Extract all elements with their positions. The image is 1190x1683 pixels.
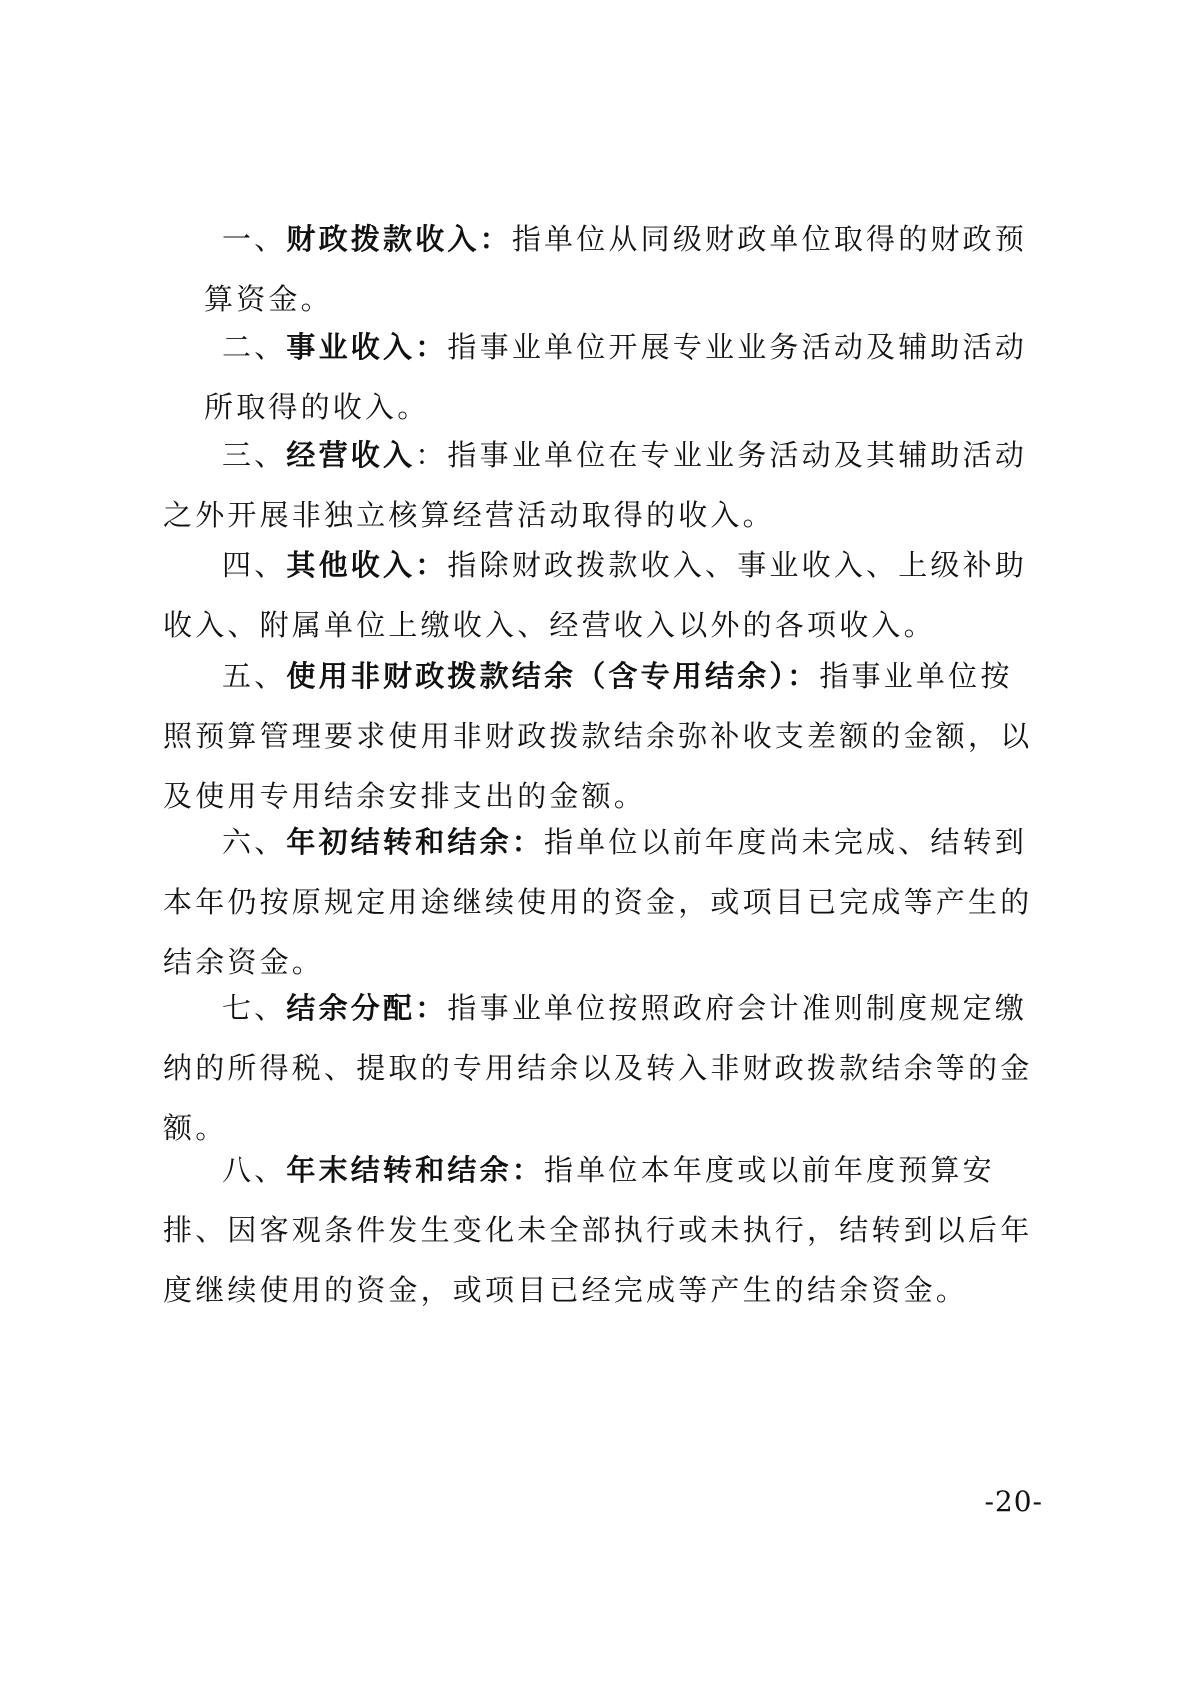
item-term: 经营收入 [286, 438, 416, 472]
item-term: 使用非财政拨款结余（含专用结余）： [286, 659, 820, 693]
item-label: 四、 [222, 548, 287, 582]
definition-item-2 [204, 317, 1043, 437]
definition-item-7 [163, 978, 1043, 1158]
definition-item-5 [163, 646, 1043, 826]
definition-item-6 [163, 812, 1043, 992]
item-label: 二、 [222, 330, 287, 364]
item-term: 事业收入： [286, 330, 448, 364]
item-label: 七、 [222, 991, 287, 1025]
item-text: 指单位从同级财政单位取得的财政预算资金。 [204, 222, 1028, 316]
definition-item-4 [163, 535, 1043, 655]
item-term: 其他收入： [286, 548, 448, 582]
item-text: 指事业单位开展专业业务活动及辅助活动所取得的收入。 [204, 330, 1028, 424]
item-text: 指除财政拨款收入、事业收入、上级补助收入、附属单位上缴收入、经营收入以外的各项收入。 [163, 548, 1028, 642]
definition-item-8 [163, 1140, 1043, 1320]
item-label: 六、 [222, 825, 287, 859]
item-label: 八、 [222, 1153, 287, 1187]
item-term: 年末结转和结余： [286, 1153, 545, 1187]
item-text: 指单位本年度或以前年度预算安排、因客观条件发生变化未全部执行或未执行，结转到以后年度继续使用的资金，或项目已经完成等产生的结余资金。 [163, 1153, 1033, 1307]
definition-item-3 [163, 425, 1043, 545]
item-label: 一、 [222, 222, 287, 256]
item-label: 五、 [222, 659, 287, 693]
item-text: 指事业单位按照预算管理要求使用非财政拨款结余弥补收支差额的金额，以及使用专用结余安排支出的金额。 [163, 659, 1033, 813]
item-text: 指单位以前年度尚未完成、结转到本年仍按原规定用途继续使用的资金，或项目已完成等产生的结余资金。 [163, 825, 1033, 979]
item-text: ：指事业单位在专业业务活动及其辅助活动之外开展非独立核算经营活动取得的收入。 [163, 438, 1028, 532]
page-number: -20- [984, 1485, 1043, 1518]
definition-item-1 [204, 209, 1043, 329]
item-term: 财政拨款收入： [286, 222, 512, 256]
item-label: 三、 [222, 438, 287, 472]
item-text: 指事业单位按照政府会计准则制度规定缴纳的所得税、提取的专用结余以及转入非财政拨款结余等的金额。 [163, 991, 1033, 1145]
item-term: 年初结转和结余： [286, 825, 545, 859]
item-term: 结余分配： [286, 991, 448, 1025]
